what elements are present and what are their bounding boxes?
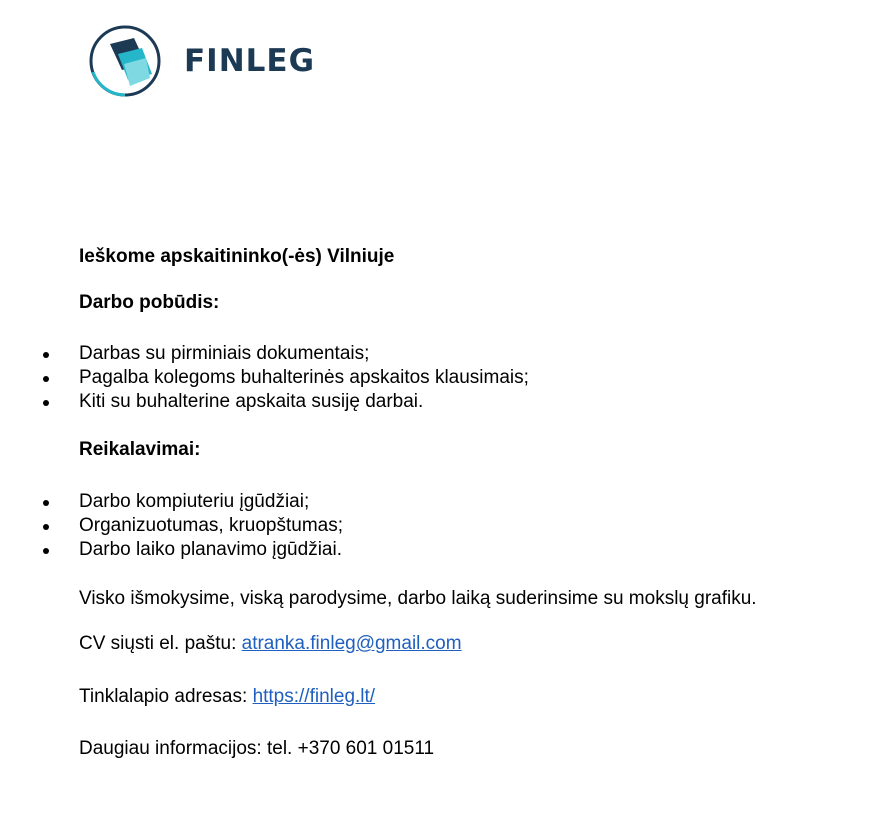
list-item: Darbo kompiuteriu įgūdžiai; (79, 490, 343, 514)
bullet-icon (43, 548, 49, 554)
duties-list (79, 342, 529, 414)
cv-email-link[interactable]: atranka.finleg@gmail.com (241, 633, 462, 654)
requirements-list (79, 490, 343, 562)
finleg-logo-icon (88, 24, 162, 98)
bullet-icon (43, 500, 49, 506)
website-contact (79, 685, 375, 709)
bullet-icon (43, 376, 49, 382)
training-note: Visko išmokysime, viską parodysime, darbo laiką suderinsime su mokslų grafiku. (79, 588, 757, 609)
company-logo (88, 24, 315, 98)
list-item: Kiti su buhalterine apskaita susiję darbai. (79, 390, 529, 414)
cv-contact (79, 632, 462, 656)
website-label: Tinklalapio adresas: (79, 686, 253, 707)
list-item: Darbo laiko planavimo įgūdžiai. (79, 538, 343, 562)
website-link[interactable]: https://finleg.lt/ (252, 686, 376, 707)
bullet-icon (43, 400, 49, 406)
requirements-heading: Reikalavimai: (79, 439, 201, 460)
list-item: Darbas su pirminiais dokumentais; (79, 342, 529, 366)
brand-name: FINLEG (184, 43, 316, 79)
bullet-icon (43, 352, 49, 358)
list-item: Organizuotumas, kruopštumas; (79, 514, 343, 538)
phone-info: Daugiau informacijos: tel. +370 601 01511 (79, 738, 435, 759)
posting-title: Ieškome apskaitininko(-ės) Vilniuje (79, 246, 395, 267)
cv-label: CV siųsti el. paštu: (79, 633, 242, 654)
list-item: Pagalba kolegoms buhalterinės apskaitos klausimais; (79, 366, 529, 390)
bullet-icon (43, 524, 49, 530)
duties-heading: Darbo pobūdis: (79, 292, 220, 313)
